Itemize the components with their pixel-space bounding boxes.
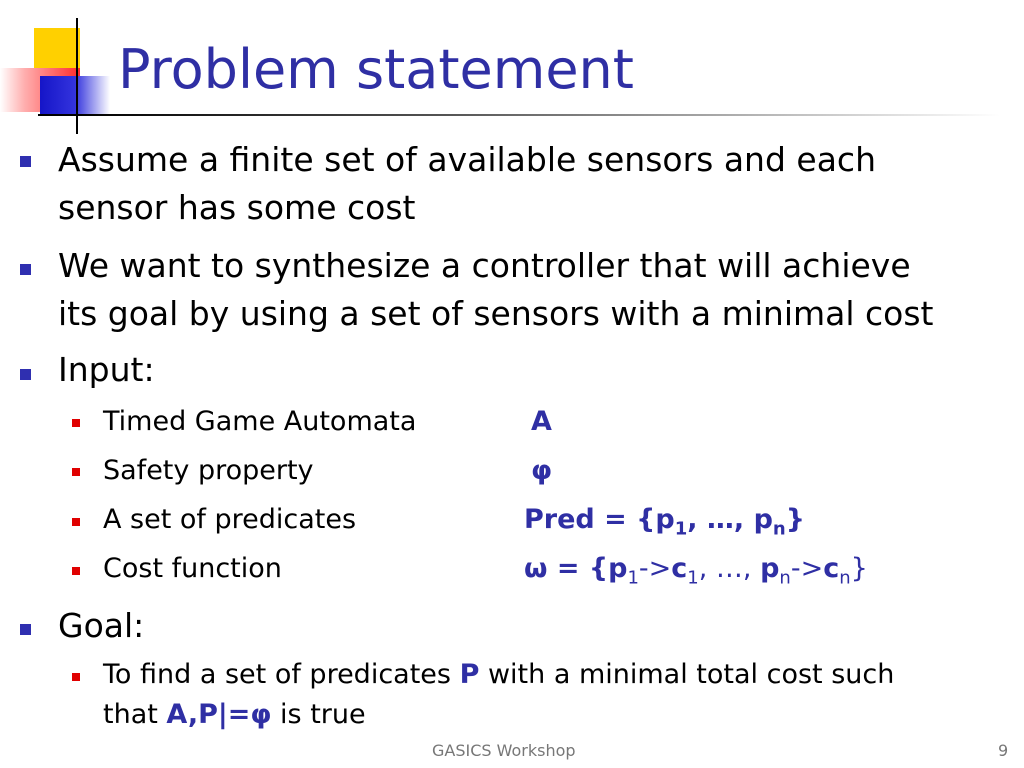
goal-text [103,655,1003,735]
pred-text: Pred = {p [524,504,675,535]
bullet-marker [20,156,31,167]
bullet-marker [20,369,31,380]
omega-sub: 1 [627,567,639,589]
sub-bullet-marker [72,518,80,526]
omega-sub: 1 [687,567,699,589]
input-symbol-omega [524,549,868,598]
pred-close: } [785,504,805,535]
goal-text-part: is true [271,699,366,730]
slide-title: Problem statement [118,38,634,101]
omega-close: } [850,553,868,584]
omega-p1: p [608,553,628,584]
bullet-input: Input: [58,350,155,389]
bullet-text-line: Assume a finite set of available sensors and each [58,140,876,179]
omega-sub: n [839,567,851,589]
sub-bullet-marker [72,673,80,681]
omega-pn: p [760,553,780,584]
input-symbol-pred [524,500,805,549]
bullet-text-line: its goal by using a set of sensors with a minimal cost [58,294,934,333]
omega-arrow: -> [790,553,824,584]
input-symbol-a: A [531,406,552,437]
omega-open: ω = { [524,553,609,584]
omega-cn: c [823,553,840,584]
pred-sub-n: n [772,518,786,540]
goal-line-2 [103,695,1003,735]
input-item-cost: Cost function [103,553,282,584]
bullet-controller [58,242,1008,338]
goal-symbol-p: P [459,659,480,690]
sub-bullet-marker [72,419,80,427]
goal-line-1 [103,655,1003,695]
footer-text: GASICS Workshop [432,741,576,760]
bullet-marker [20,624,31,635]
input-item-predicates: A set of predicates [103,504,357,535]
bullet-text-line: sensor has some cost [58,188,416,227]
pred-sub-1: 1 [674,518,688,540]
logo-blue-square [40,76,110,116]
omega-c1: c [671,553,688,584]
bullet-goal: Goal: [58,606,145,645]
input-symbol-phi: φ [531,455,553,486]
page-number: 9 [998,741,1009,760]
goal-text-part: with a minimal total cost such [479,659,895,690]
omega-sub: n [779,567,791,589]
goal-text-part: that [103,699,167,730]
input-item-tga: Timed Game Automata [103,406,417,437]
goal-formula: A,P|=φ [166,699,272,730]
sub-bullet-marker [72,567,80,575]
bullet-sensors [58,136,1008,232]
bullet-text-line: We want to synthesize a controller that will achieve [58,246,911,285]
omega-arrow: -> [638,553,672,584]
omega-sep: , …, [698,553,761,584]
bullet-marker [20,264,31,275]
goal-text-part: To find a set of predicates [103,659,460,690]
pred-mid: , …, p [687,504,773,535]
sub-bullet-marker [72,468,80,476]
title-underline [80,114,1000,116]
input-item-safety: Safety property [103,455,314,486]
logo-vertical-line [76,18,78,134]
slide-logo [0,0,120,140]
